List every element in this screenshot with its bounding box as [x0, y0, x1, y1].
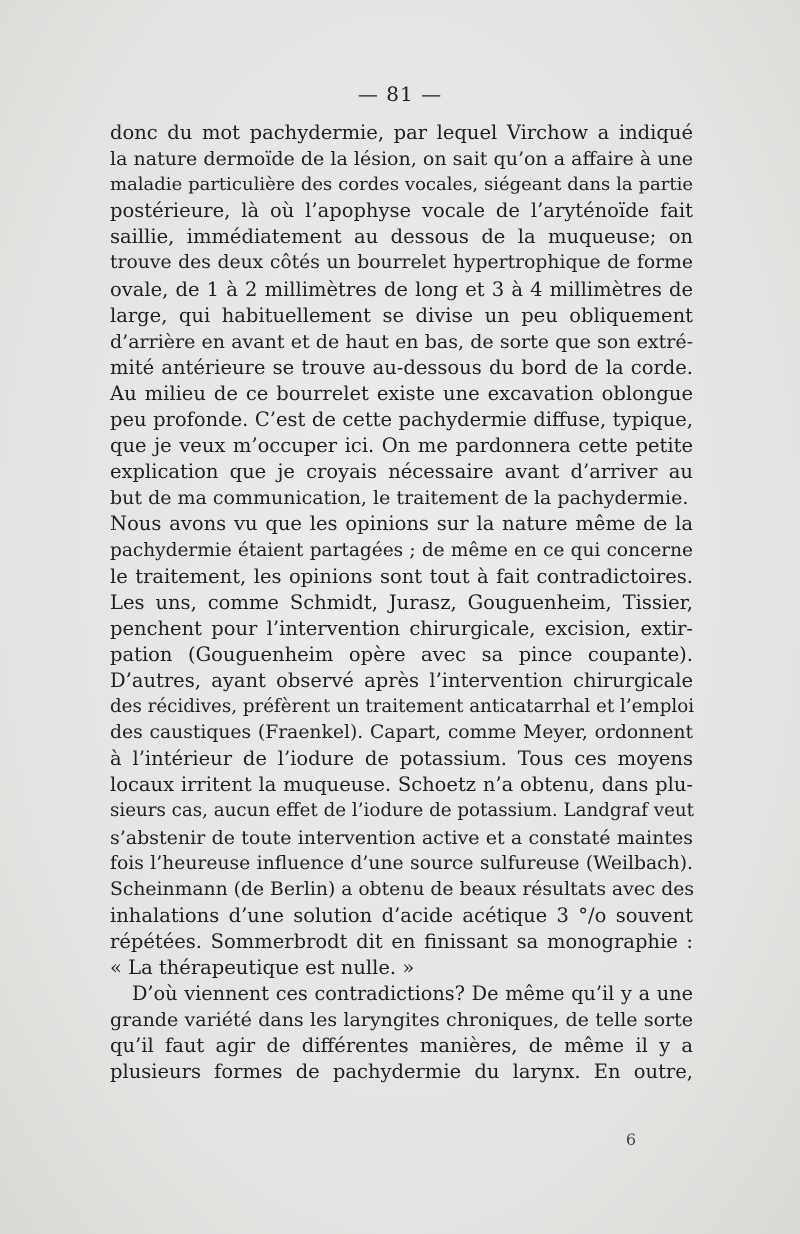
text-line: donc du mot pachydermie, par lequel Virchow a indiqué — [110, 121, 693, 144]
text-line: à l’intérieur de l’iodure de potassium. Tous ces moyens — [110, 747, 693, 771]
text-line: des récidives, préfèrent un traitement anticatarrhal et l’emploi — [110, 696, 695, 718]
text-line: qu’il faut agir de différentes manières, de même il y a — [110, 1034, 693, 1058]
text-line: pation (Gouguenheim opère avec sa pince coupante). — [110, 642, 693, 666]
text-line: penchent pour l’intervention chirurgicale, excision, extir- — [110, 616, 693, 640]
text-line: Au milieu de ce bourrelet existe une excavation oblongue — [110, 381, 693, 405]
text-line: saillie, immédiatement au dessous de la muqueuse; on — [110, 225, 693, 249]
text-line: large, qui habituellement se divise un peu obliquement — [110, 303, 693, 327]
text-line: postérieure, là où l’apophyse vocale de l’aryténoïde fait — [110, 199, 693, 223]
text-line: mité antérieure se trouve au-dessous du bord de la corde. — [110, 355, 693, 379]
text-line: d’arrière en avant et de haut en bas, de sorte que son extré- — [110, 330, 693, 353]
text-line: D’autres, ayant observé après l’intervention chirurgicale — [110, 668, 693, 692]
page-number: — 81 — — [357, 82, 443, 106]
text-line: Scheinmann (de Berlin) a obtenu de beaux résultats avec des — [110, 878, 694, 900]
text-line: s’abstenir de toute intervention active et a constaté maintes — [110, 826, 693, 849]
text-line: sieurs cas, aucun effet de l’iodure de potassium. Landgraf veut — [110, 800, 694, 822]
text-line: but de ma communication, le traitement de la pachydermie. — [110, 487, 689, 510]
text-line: maladie particulière des cordes vocales, siégeant dans la partie — [110, 174, 693, 196]
text-line: inhalations d’une solution d’acide acétique 3 °/o souvent — [110, 903, 693, 927]
text-line: répétées. Sommerbrodt dit en finissant sa monographie : — [110, 929, 693, 953]
body-text — [110, 120, 693, 1085]
text-line: pachydermie étaient partagées ; de même en ce qui concerne — [110, 539, 693, 561]
text-line: ovale, de 1 à 2 millimètres de long et 3 à 4 millimètres de — [110, 277, 693, 301]
text-line: grande variété dans les laryngites chroniques, de telle sorte — [110, 1009, 693, 1032]
text-line: D’où viennent ces contradictions? De même qu’il y a une — [132, 982, 693, 1006]
text-line: le traitement, les opinions sont tout à fait contradictoires. — [110, 564, 693, 588]
text-line: Les uns, comme Schmidt, Jurasz, Gouguenheim, Tissier, — [110, 590, 693, 614]
text-line: la nature dermoïde de la lésion, on sait qu’on a affaire à une — [110, 148, 693, 171]
text-line: peu profonde. C’est de cette pachydermie diffuse, typique, — [110, 408, 693, 432]
text-line: des caustiques (Fraenkel). Capart, comme Meyer, ordonnent — [110, 722, 693, 744]
text-line: plusieurs formes de pachydermie du larynx. En outre, — [110, 1060, 693, 1084]
text-line: trouve des deux côtés un bourrelet hypertrophique de forme — [110, 252, 693, 274]
text-line: explication que je croyais nécessaire avant d’arriver au — [110, 460, 693, 484]
signature-mark: 6 — [625, 1130, 636, 1149]
text-line: locaux irritent la muqueuse. Schoetz n’a obtenu, dans plu- — [110, 773, 693, 797]
text-line: « La thérapeutique est nulle. » — [110, 956, 415, 979]
text-line: Nous avons vu que les opinions sur la nature même de la — [110, 512, 693, 536]
text-line: fois l’heureuse influence d’une source sulfureuse (Weilbach). — [110, 852, 693, 874]
text-line: que je veux m’occuper ici. On me pardonnera cette petite — [110, 434, 693, 458]
